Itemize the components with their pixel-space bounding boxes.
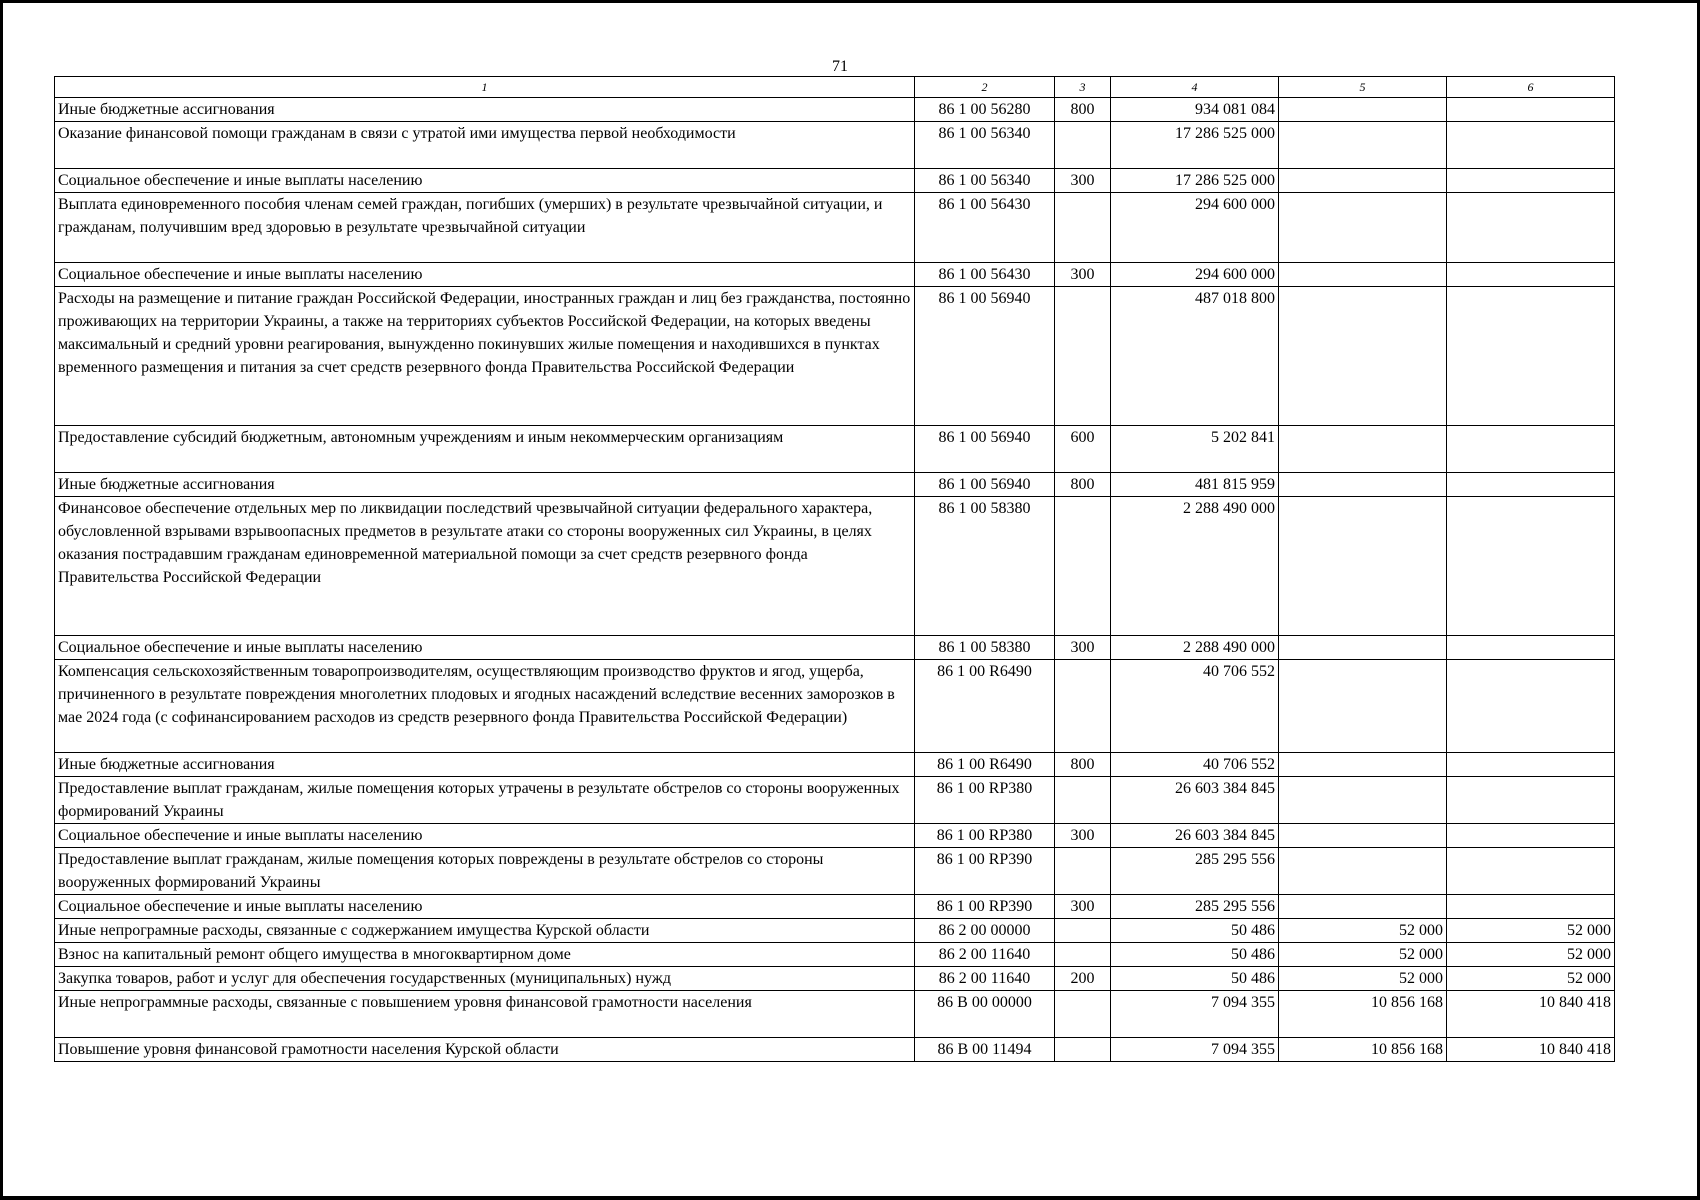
row-amount-3: 52 000 xyxy=(1447,967,1615,991)
table-row xyxy=(55,287,1615,426)
row-code: 86 1 00 RP380 xyxy=(915,824,1055,848)
row-amount-2 xyxy=(1279,426,1447,473)
row-name: Взнос на капитальный ремонт общего имущества в многоквартирном доме xyxy=(55,943,915,967)
row-type xyxy=(1055,919,1111,943)
row-type xyxy=(1055,943,1111,967)
row-name: Выплата единовременного пособия членам семей граждан, погибших (умерших) в результате чрезвычайной ситуации, и гражданам, получившим вред здоровью в результате чрезвычайной ситуации xyxy=(55,193,915,263)
row-amount-3 xyxy=(1447,497,1615,636)
row-code: 86 1 00 56430 xyxy=(915,193,1055,263)
row-type xyxy=(1055,991,1111,1038)
row-name: Иные непрограмные расходы, связанные с соджержанием имущества Курской области xyxy=(55,919,915,943)
row-type: 800 xyxy=(1055,753,1111,777)
header-col-2: 2 xyxy=(915,77,1055,98)
row-amount-3 xyxy=(1447,660,1615,753)
row-amount-1: 50 486 xyxy=(1111,943,1279,967)
row-code: 86 1 00 R6490 xyxy=(915,660,1055,753)
row-amount-1: 7 094 355 xyxy=(1111,991,1279,1038)
row-type xyxy=(1055,287,1111,426)
row-code: 86 1 00 56340 xyxy=(915,169,1055,193)
row-amount-2 xyxy=(1279,287,1447,426)
row-amount-1: 934 081 084 xyxy=(1111,98,1279,122)
row-amount-1: 481 815 959 xyxy=(1111,473,1279,497)
header-col-5: 5 xyxy=(1279,77,1447,98)
row-amount-2 xyxy=(1279,98,1447,122)
row-amount-3 xyxy=(1447,193,1615,263)
row-name: Предоставление выплат гражданам, жилые помещения которых повреждены в результате обстрелов со стороны вооруженных формирований Украины xyxy=(55,848,915,895)
row-amount-2 xyxy=(1279,848,1447,895)
header-col-4: 4 xyxy=(1111,77,1279,98)
row-amount-1: 50 486 xyxy=(1111,967,1279,991)
row-amount-3 xyxy=(1447,263,1615,287)
row-amount-2 xyxy=(1279,636,1447,660)
row-code: 86 1 00 56280 xyxy=(915,98,1055,122)
row-amount-1: 50 486 xyxy=(1111,919,1279,943)
table-row xyxy=(55,169,1615,193)
row-amount-3 xyxy=(1447,473,1615,497)
row-amount-1: 294 600 000 xyxy=(1111,263,1279,287)
row-amount-3 xyxy=(1447,895,1615,919)
table-row xyxy=(55,497,1615,636)
row-amount-3 xyxy=(1447,426,1615,473)
row-amount-2 xyxy=(1279,497,1447,636)
row-type xyxy=(1055,193,1111,263)
row-amount-2: 52 000 xyxy=(1279,919,1447,943)
row-name: Иные бюджетные ассигнования xyxy=(55,473,915,497)
row-amount-3: 10 840 418 xyxy=(1447,991,1615,1038)
row-amount-2: 52 000 xyxy=(1279,943,1447,967)
row-code: 86 2 00 11640 xyxy=(915,967,1055,991)
table-row xyxy=(55,824,1615,848)
row-amount-1: 487 018 800 xyxy=(1111,287,1279,426)
row-amount-1: 2 288 490 000 xyxy=(1111,636,1279,660)
row-name: Оказание финансовой помощи гражданам в связи с утратой ими имущества первой необходимости xyxy=(55,122,915,169)
row-amount-3: 52 000 xyxy=(1447,943,1615,967)
row-amount-2: 10 856 168 xyxy=(1279,991,1447,1038)
row-amount-1: 26 603 384 845 xyxy=(1111,824,1279,848)
table-row xyxy=(55,263,1615,287)
row-amount-3 xyxy=(1447,636,1615,660)
table-row xyxy=(55,753,1615,777)
row-type: 300 xyxy=(1055,824,1111,848)
row-name: Социальное обеспечение и иные выплаты населению xyxy=(55,263,915,287)
row-code: 86 1 00 56940 xyxy=(915,426,1055,473)
table-row xyxy=(55,473,1615,497)
row-amount-2 xyxy=(1279,777,1447,824)
row-code: 86 1 00 56430 xyxy=(915,263,1055,287)
row-code: 86 В 00 00000 xyxy=(915,991,1055,1038)
row-amount-3 xyxy=(1447,848,1615,895)
row-code: 86 2 00 11640 xyxy=(915,943,1055,967)
page-number: 71 xyxy=(832,58,848,75)
row-type xyxy=(1055,497,1111,636)
row-name: Социальное обеспечение и иные выплаты населению xyxy=(55,169,915,193)
row-name: Компенсация сельскохозяйственным товаропроизводителям, осуществляющим производство фруктов и ягод, ущерба, причиненного в результате повреждения многолетних плодовых и ягодных насаждений вследствие весенних заморозков в мае 2024 года (с софинансированием расходов из средств резервного фонда Правительства Российской Федерации) xyxy=(55,660,915,753)
table-row xyxy=(55,660,1615,753)
row-name: Социальное обеспечение и иные выплаты населению xyxy=(55,895,915,919)
row-amount-3 xyxy=(1447,98,1615,122)
row-code: 86 1 00 RP390 xyxy=(915,848,1055,895)
row-amount-2 xyxy=(1279,122,1447,169)
row-name: Социальное обеспечение и иные выплаты населению xyxy=(55,636,915,660)
row-type xyxy=(1055,660,1111,753)
row-amount-1: 285 295 556 xyxy=(1111,848,1279,895)
row-amount-1: 40 706 552 xyxy=(1111,753,1279,777)
row-amount-3: 52 000 xyxy=(1447,919,1615,943)
row-amount-3 xyxy=(1447,169,1615,193)
row-code: 86 В 00 11494 xyxy=(915,1038,1055,1062)
row-name: Повышение уровня финансовой грамотности населения Курской области xyxy=(55,1038,915,1062)
row-type: 800 xyxy=(1055,473,1111,497)
row-code: 86 1 00 RP390 xyxy=(915,895,1055,919)
row-amount-1: 40 706 552 xyxy=(1111,660,1279,753)
header-col-1: 1 xyxy=(55,77,915,98)
table-row xyxy=(55,777,1615,824)
row-code: 86 1 00 58380 xyxy=(915,636,1055,660)
table-row xyxy=(55,895,1615,919)
row-code: 86 1 00 R6490 xyxy=(915,753,1055,777)
table-row xyxy=(55,1038,1615,1062)
row-name: Предоставление субсидий бюджетным, автономным учреждениям и иным некоммерческим организациям xyxy=(55,426,915,473)
header-col-3: 3 xyxy=(1055,77,1111,98)
row-type: 600 xyxy=(1055,426,1111,473)
row-code: 86 1 00 56940 xyxy=(915,473,1055,497)
row-amount-1: 2 288 490 000 xyxy=(1111,497,1279,636)
row-amount-1: 7 094 355 xyxy=(1111,1038,1279,1062)
row-amount-1: 285 295 556 xyxy=(1111,895,1279,919)
row-amount-1: 17 286 525 000 xyxy=(1111,122,1279,169)
row-type xyxy=(1055,1038,1111,1062)
row-amount-1: 26 603 384 845 xyxy=(1111,777,1279,824)
row-amount-2: 52 000 xyxy=(1279,967,1447,991)
row-amount-2 xyxy=(1279,169,1447,193)
row-type: 800 xyxy=(1055,98,1111,122)
row-name: Закупка товаров, работ и услуг для обеспечения государственных (муниципальных) нужд xyxy=(55,967,915,991)
table-row xyxy=(55,991,1615,1038)
row-amount-2 xyxy=(1279,263,1447,287)
row-name: Предоставление выплат гражданам, жилые помещения которых утрачены в результате обстрелов со стороны вооруженных формирований Украины xyxy=(55,777,915,824)
row-type: 200 xyxy=(1055,967,1111,991)
table-row xyxy=(55,848,1615,895)
table-row xyxy=(55,98,1615,122)
budget-table xyxy=(54,76,1615,1062)
row-amount-1: 17 286 525 000 xyxy=(1111,169,1279,193)
table-row xyxy=(55,193,1615,263)
row-type: 300 xyxy=(1055,263,1111,287)
row-type: 300 xyxy=(1055,636,1111,660)
row-amount-1: 5 202 841 xyxy=(1111,426,1279,473)
table-row xyxy=(55,967,1615,991)
row-name: Иные бюджетные ассигнования xyxy=(55,753,915,777)
header-row xyxy=(55,77,1615,98)
row-code: 86 1 00 56940 xyxy=(915,287,1055,426)
row-amount-3: 10 840 418 xyxy=(1447,1038,1615,1062)
table-row xyxy=(55,943,1615,967)
row-name: Иные непрограммные расходы, связанные с повышением уровня финансовой грамотности населения xyxy=(55,991,915,1038)
row-amount-3 xyxy=(1447,122,1615,169)
row-code: 86 1 00 58380 xyxy=(915,497,1055,636)
row-name: Социальное обеспечение и иные выплаты населению xyxy=(55,824,915,848)
row-type xyxy=(1055,777,1111,824)
table-row xyxy=(55,426,1615,473)
row-code: 86 1 00 RP380 xyxy=(915,777,1055,824)
row-amount-2 xyxy=(1279,824,1447,848)
row-type xyxy=(1055,122,1111,169)
table-row xyxy=(55,919,1615,943)
row-amount-3 xyxy=(1447,777,1615,824)
row-amount-2 xyxy=(1279,753,1447,777)
row-amount-3 xyxy=(1447,287,1615,426)
row-amount-2 xyxy=(1279,895,1447,919)
row-amount-3 xyxy=(1447,753,1615,777)
row-amount-1: 294 600 000 xyxy=(1111,193,1279,263)
row-type: 300 xyxy=(1055,169,1111,193)
row-type xyxy=(1055,848,1111,895)
header-col-6: 6 xyxy=(1447,77,1615,98)
row-code: 86 2 00 00000 xyxy=(915,919,1055,943)
table-row xyxy=(55,122,1615,169)
row-name: Финансовое обеспечение отдельных мер по ликвидации последствий чрезвычайной ситуации федерального характера, обусловленной взрывами взрывоопасных предметов в результате атаки со стороны вооруженных сил Украины, в целях оказания пострадавшим гражданам единовременной материальной помощи за счет средств резервного фонда Правительства Российской Федерации xyxy=(55,497,915,636)
table-row xyxy=(55,636,1615,660)
row-name: Иные бюджетные ассигнования xyxy=(55,98,915,122)
row-amount-2 xyxy=(1279,473,1447,497)
row-amount-3 xyxy=(1447,824,1615,848)
row-amount-2: 10 856 168 xyxy=(1279,1038,1447,1062)
row-code: 86 1 00 56340 xyxy=(915,122,1055,169)
row-type: 300 xyxy=(1055,895,1111,919)
row-amount-2 xyxy=(1279,660,1447,753)
row-name: Расходы на размещение и питание граждан Российской Федерации, иностранных граждан и лиц без гражданства, постоянно проживающих на территории Украины, а также на территориях субъектов Российской Федерации, на которых введены максимальный и средний уровни реагирования, вынужденно покинувших жилые помещения и находившихся в пунктах временного размещения и питания за счет средств резервного фонда Правительства Российской Федерации xyxy=(55,287,915,426)
row-amount-2 xyxy=(1279,193,1447,263)
